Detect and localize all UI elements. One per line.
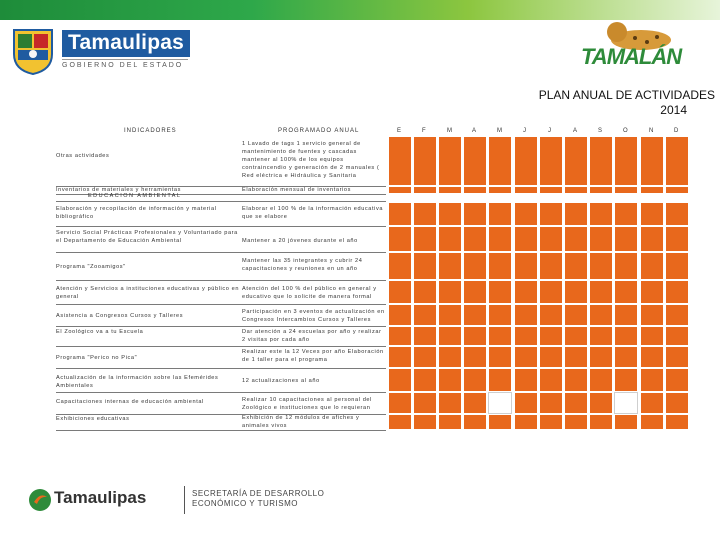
month-cell xyxy=(614,326,638,346)
logo-brand-text: Tamaulipas xyxy=(62,30,190,57)
month-cell xyxy=(488,186,512,194)
month-cell xyxy=(665,280,689,304)
month-cell xyxy=(438,136,462,186)
month-cell xyxy=(614,136,638,186)
month-cell xyxy=(665,368,689,392)
month-cell xyxy=(539,186,563,194)
month-cell xyxy=(665,186,689,194)
month-cell xyxy=(514,346,538,368)
month-cell xyxy=(514,392,538,414)
month-cell xyxy=(463,136,487,186)
month-cell xyxy=(640,186,664,194)
indicador-cell: El Zoológico va a tu Escuela xyxy=(56,329,144,335)
month-cell xyxy=(413,226,437,252)
col-header-indicadores: INDICADORES xyxy=(124,128,177,134)
month-cell xyxy=(514,186,538,194)
month-cell xyxy=(665,202,689,226)
month-header: J xyxy=(523,128,526,134)
month-cell xyxy=(614,226,638,252)
indicador-cell: Capacitaciones internas de educación ambiental xyxy=(56,399,204,405)
month-cell xyxy=(539,326,563,346)
month-header: M xyxy=(447,128,452,134)
row-divider xyxy=(56,368,386,369)
month-cell xyxy=(438,186,462,194)
month-header: A xyxy=(472,128,477,134)
footer-secretaria-line-1: SECRETARÍA DE DESARROLLO xyxy=(192,489,325,498)
month-cell xyxy=(564,392,588,414)
programado-cell: Participación en 3 eventos de actualización en Congresos Intercambios Cursos y Talleres xyxy=(242,309,385,323)
month-cell xyxy=(438,414,462,430)
month-cell xyxy=(388,186,412,194)
programado-cell: Mantener las 35 integrantes y cubrir 24 capacitaciones y reuniones en un año xyxy=(242,258,363,272)
month-cell xyxy=(463,226,487,252)
month-cell xyxy=(488,136,512,186)
month-cell xyxy=(614,346,638,368)
month-cell xyxy=(488,280,512,304)
month-cell xyxy=(514,304,538,326)
indicador-cell: Inventarios de materiales y herramientas xyxy=(56,187,182,193)
month-cell xyxy=(388,280,412,304)
month-cell xyxy=(539,304,563,326)
month-cell xyxy=(413,136,437,186)
month-cell xyxy=(665,252,689,280)
month-cell xyxy=(413,368,437,392)
month-cell xyxy=(589,346,613,368)
month-cell xyxy=(438,252,462,280)
logo-subtext: GOBIERNO DEL ESTADO xyxy=(62,59,188,69)
month-cell xyxy=(438,202,462,226)
month-cell xyxy=(589,414,613,430)
title-year: 2014 xyxy=(660,103,687,117)
month-cell xyxy=(589,136,613,186)
month-cell xyxy=(488,368,512,392)
month-cell xyxy=(438,346,462,368)
month-cell xyxy=(589,368,613,392)
month-cell xyxy=(463,304,487,326)
month-cell xyxy=(463,326,487,346)
tamaulipas-logo xyxy=(10,26,185,78)
indicador-cell: Servicio Social Prácticas Profesionales y Voluntariado para el Departamento de Educación Ambiental xyxy=(56,230,238,244)
month-cell xyxy=(488,326,512,346)
month-cell xyxy=(539,346,563,368)
month-cell xyxy=(438,304,462,326)
month-cell xyxy=(488,252,512,280)
footer-secretaria-line-2: ECONÓMICO Y TURISMO xyxy=(192,499,298,508)
month-cell xyxy=(488,304,512,326)
month-cell xyxy=(564,346,588,368)
month-cell xyxy=(564,226,588,252)
month-cell xyxy=(438,280,462,304)
month-header: J xyxy=(548,128,551,134)
month-cell xyxy=(388,346,412,368)
month-cell xyxy=(514,136,538,186)
month-cell xyxy=(514,414,538,430)
month-cell xyxy=(438,326,462,346)
month-cell xyxy=(413,304,437,326)
month-cell xyxy=(413,252,437,280)
month-cell xyxy=(640,226,664,252)
indicador-cell: Programa "Perico no Pica" xyxy=(56,355,138,361)
tamalan-logo xyxy=(575,18,695,88)
row-divider xyxy=(56,346,386,347)
row-divider xyxy=(56,392,386,393)
month-cell xyxy=(640,304,664,326)
month-cell xyxy=(413,186,437,194)
month-header: F xyxy=(422,128,426,134)
month-cell xyxy=(488,226,512,252)
month-cell xyxy=(413,202,437,226)
month-cell xyxy=(564,414,588,430)
month-header: A xyxy=(573,128,578,134)
month-cell xyxy=(665,304,689,326)
programado-cell: Atención del 100 % del público en general y educativo que lo solicite de manera formal xyxy=(242,286,377,300)
programado-cell: Mantener a 20 jóvenes durante el año xyxy=(242,238,358,244)
indicador-cell: Programa "Zooamigos" xyxy=(56,264,126,270)
month-cell xyxy=(463,186,487,194)
month-cell xyxy=(589,392,613,414)
indicador-cell: Asistencia a Congresos Cursos y Talleres xyxy=(56,313,184,319)
row-divider xyxy=(56,326,386,327)
month-cell xyxy=(413,346,437,368)
month-cell xyxy=(665,226,689,252)
page-title xyxy=(470,88,715,118)
month-cell xyxy=(589,252,613,280)
month-cell xyxy=(413,280,437,304)
month-cell xyxy=(564,280,588,304)
month-cell xyxy=(665,346,689,368)
month-cell xyxy=(514,226,538,252)
month-cell xyxy=(388,392,412,414)
programado-cell: Elaboración mensual de inventarios xyxy=(242,187,352,193)
month-cell xyxy=(665,392,689,414)
month-cell xyxy=(488,392,512,414)
month-cell xyxy=(564,368,588,392)
month-cell xyxy=(463,368,487,392)
section-header: EDUCACION AMBIENTAL xyxy=(88,193,182,199)
month-cell xyxy=(463,392,487,414)
month-cell xyxy=(413,392,437,414)
month-cell xyxy=(640,326,664,346)
footer-brand: Tamaulipas xyxy=(54,488,147,507)
footer-secretaria xyxy=(192,489,324,509)
month-cell xyxy=(614,186,638,194)
indicador-cell: Actualización de la información sobre las Efemérides Ambientales xyxy=(56,375,219,389)
indicador-cell: Exhibiciones educativas xyxy=(56,416,130,422)
row-divider xyxy=(56,226,386,227)
month-cell xyxy=(640,414,664,430)
month-cell xyxy=(614,202,638,226)
footer-divider xyxy=(184,486,185,514)
month-cell xyxy=(640,202,664,226)
month-cell xyxy=(564,252,588,280)
footer-logo xyxy=(28,486,428,516)
col-header-programado: PROGRAMADO ANUAL xyxy=(278,128,360,134)
coat-of-arms-icon xyxy=(10,26,56,76)
month-cell xyxy=(539,136,563,186)
month-header: E xyxy=(397,128,402,134)
month-cell xyxy=(665,326,689,346)
month-cell xyxy=(640,136,664,186)
month-header: D xyxy=(674,128,679,134)
month-cell xyxy=(539,392,563,414)
month-cell xyxy=(539,252,563,280)
programado-cell: Dar atención a 24 escuelas por año y realizar 2 visitas por cada año xyxy=(242,329,382,343)
month-cell xyxy=(388,252,412,280)
top-color-bar xyxy=(0,0,720,20)
month-cell xyxy=(413,414,437,430)
month-cell xyxy=(539,280,563,304)
month-cell xyxy=(463,280,487,304)
month-cell xyxy=(665,136,689,186)
month-cell xyxy=(564,304,588,326)
month-cell xyxy=(488,346,512,368)
month-cell xyxy=(514,252,538,280)
month-cell xyxy=(463,414,487,430)
month-cell xyxy=(488,414,512,430)
month-cell xyxy=(463,252,487,280)
month-cell xyxy=(640,252,664,280)
month-cell xyxy=(388,304,412,326)
month-cell xyxy=(539,368,563,392)
programado-cell: Elaborar el 100 % de la información educativa que se elabore xyxy=(242,206,384,220)
month-cell xyxy=(614,368,638,392)
month-cell xyxy=(463,202,487,226)
month-cell xyxy=(438,368,462,392)
title-line-1: PLAN ANUAL DE ACTIVIDADES xyxy=(538,88,715,102)
row-divider xyxy=(56,430,386,431)
indicador-cell: Atención y Servicios a instituciones educativas y público en general xyxy=(56,286,240,300)
month-cell xyxy=(388,226,412,252)
month-cell xyxy=(614,414,638,430)
month-cell xyxy=(589,304,613,326)
month-cell xyxy=(564,326,588,346)
row-divider xyxy=(56,304,386,305)
month-cell xyxy=(640,280,664,304)
month-cell xyxy=(665,414,689,430)
month-cell xyxy=(514,326,538,346)
month-cell xyxy=(488,202,512,226)
programado-cell: Realizar 10 capacitaciones al personal del Zoológico e instituciones que lo requieran xyxy=(242,397,372,411)
month-header: N xyxy=(649,128,654,134)
month-cell xyxy=(539,414,563,430)
month-cell xyxy=(514,202,538,226)
programado-cell: Realizar este la 12 Veces por año Elaboración de 1 taller para el programa xyxy=(242,349,384,363)
tamaulipas-swirl-icon xyxy=(28,488,52,512)
month-cell xyxy=(564,186,588,194)
indicador-cell: Otras actividades xyxy=(56,153,110,159)
month-cell xyxy=(564,136,588,186)
month-cell xyxy=(589,202,613,226)
month-cell xyxy=(614,304,638,326)
month-cell xyxy=(564,202,588,226)
month-cell xyxy=(614,392,638,414)
month-cell xyxy=(589,186,613,194)
month-cell xyxy=(438,392,462,414)
month-cell xyxy=(388,414,412,430)
month-cell xyxy=(388,326,412,346)
row-divider xyxy=(56,280,386,281)
month-cell xyxy=(589,280,613,304)
month-header: O xyxy=(623,128,628,134)
month-header: M xyxy=(497,128,502,134)
programado-cell: 1 Lavado de tags 1 servicio general de mantenimiento de fuentes y cascadas mantener al 100% de los equipos contraincendio y generación de 2 manuales ( Red eléctrica e Hidráulica y Sanitaria xyxy=(242,141,380,179)
month-cell xyxy=(640,368,664,392)
month-cell xyxy=(463,346,487,368)
programado-cell: Exhibición de 12 módulos de afiches y animales vivos xyxy=(242,415,360,429)
month-cell xyxy=(614,280,638,304)
month-cell xyxy=(614,252,638,280)
month-header: S xyxy=(598,128,603,134)
row-divider xyxy=(56,252,386,253)
month-cell xyxy=(539,202,563,226)
month-cell xyxy=(589,226,613,252)
month-cell xyxy=(388,368,412,392)
month-cell xyxy=(413,326,437,346)
month-cell xyxy=(388,202,412,226)
month-cell xyxy=(514,280,538,304)
month-cell xyxy=(438,226,462,252)
month-cell xyxy=(514,368,538,392)
tamalan-text: TAMALÁN xyxy=(581,44,682,69)
month-cell xyxy=(388,136,412,186)
programado-cell: 12 actualizaciones al año xyxy=(242,378,320,384)
row-divider xyxy=(56,201,386,202)
month-cell xyxy=(640,346,664,368)
month-cell xyxy=(640,392,664,414)
indicador-cell: Elaboración y recopilación de información y material bibliográfico xyxy=(56,206,217,220)
month-cell xyxy=(539,226,563,252)
month-cell xyxy=(589,326,613,346)
